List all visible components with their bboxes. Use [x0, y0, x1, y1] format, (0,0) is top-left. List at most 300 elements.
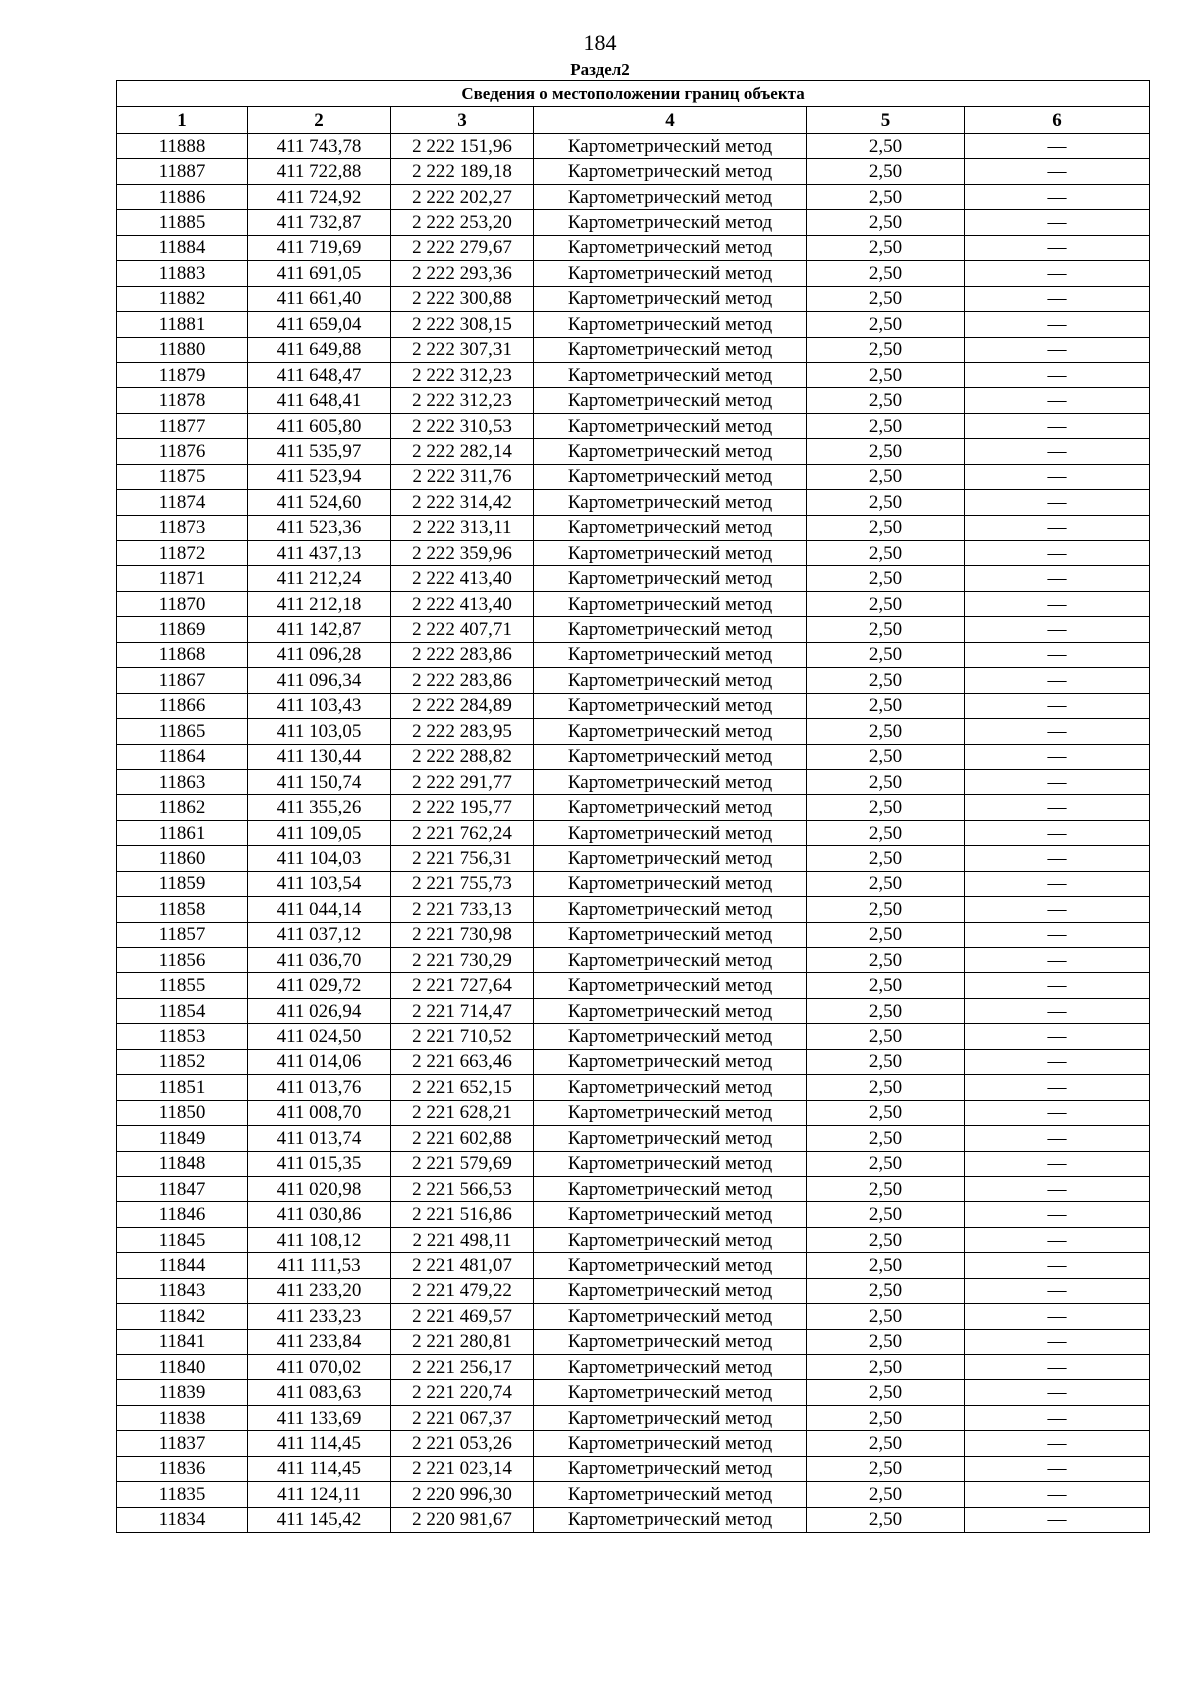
- y-coordinate-cell: 2 221 053,26: [391, 1431, 534, 1456]
- y-coordinate-cell: 2 222 300,88: [391, 286, 534, 311]
- point-number-cell: 11835: [117, 1482, 248, 1507]
- table-row: [117, 1482, 1150, 1507]
- accuracy-cell: 2,50: [807, 769, 965, 794]
- column-number: 2: [248, 107, 391, 134]
- table-row: [117, 1227, 1150, 1252]
- note-cell: —: [965, 871, 1150, 896]
- x-coordinate-cell: 411 233,23: [248, 1304, 391, 1329]
- x-coordinate-cell: 411 070,02: [248, 1355, 391, 1380]
- x-coordinate-cell: 411 109,05: [248, 820, 391, 845]
- point-number-cell: 11877: [117, 413, 248, 438]
- x-coordinate-cell: 411 096,34: [248, 668, 391, 693]
- x-coordinate-cell: 411 030,86: [248, 1202, 391, 1227]
- method-cell: Картометрический метод: [534, 1405, 807, 1430]
- table-row: [117, 642, 1150, 667]
- method-cell: Картометрический метод: [534, 820, 807, 845]
- accuracy-cell: 2,50: [807, 312, 965, 337]
- note-cell: —: [965, 134, 1150, 159]
- accuracy-cell: 2,50: [807, 541, 965, 566]
- method-cell: Картометрический метод: [534, 973, 807, 998]
- x-coordinate-cell: 411 437,13: [248, 541, 391, 566]
- y-coordinate-cell: 2 222 407,71: [391, 617, 534, 642]
- table-row: [117, 1151, 1150, 1176]
- method-cell: Картометрический метод: [534, 642, 807, 667]
- y-coordinate-cell: 2 221 469,57: [391, 1304, 534, 1329]
- table-row: [117, 490, 1150, 515]
- method-cell: Картометрический метод: [534, 184, 807, 209]
- table-row: [117, 312, 1150, 337]
- y-coordinate-cell: 2 220 981,67: [391, 1507, 534, 1532]
- table-row: [117, 286, 1150, 311]
- table-row: [117, 744, 1150, 769]
- point-number-cell: 11839: [117, 1380, 248, 1405]
- point-number-cell: 11842: [117, 1304, 248, 1329]
- method-cell: Картометрический метод: [534, 948, 807, 973]
- accuracy-cell: 2,50: [807, 439, 965, 464]
- note-cell: —: [965, 922, 1150, 947]
- accuracy-cell: 2,50: [807, 1176, 965, 1201]
- x-coordinate-cell: 411 724,92: [248, 184, 391, 209]
- point-number-cell: 11836: [117, 1456, 248, 1481]
- method-cell: Картометрический метод: [534, 134, 807, 159]
- y-coordinate-cell: 2 222 189,18: [391, 159, 534, 184]
- note-cell: —: [965, 541, 1150, 566]
- accuracy-cell: 2,50: [807, 1304, 965, 1329]
- point-number-cell: 11858: [117, 897, 248, 922]
- table-row: [117, 1405, 1150, 1430]
- point-number-cell: 11838: [117, 1405, 248, 1430]
- column-number-row: [117, 107, 1150, 134]
- x-coordinate-cell: 411 103,05: [248, 719, 391, 744]
- x-coordinate-cell: 411 355,26: [248, 795, 391, 820]
- method-cell: Картометрический метод: [534, 693, 807, 718]
- accuracy-cell: 2,50: [807, 261, 965, 286]
- table-row: [117, 1431, 1150, 1456]
- note-cell: —: [965, 795, 1150, 820]
- accuracy-cell: 2,50: [807, 719, 965, 744]
- note-cell: —: [965, 1431, 1150, 1456]
- y-coordinate-cell: 2 222 312,23: [391, 362, 534, 387]
- point-number-cell: 11852: [117, 1049, 248, 1074]
- point-number-cell: 11875: [117, 464, 248, 489]
- note-cell: —: [965, 693, 1150, 718]
- table-row: [117, 1507, 1150, 1532]
- accuracy-cell: 2,50: [807, 668, 965, 693]
- method-cell: Картометрический метод: [534, 846, 807, 871]
- point-number-cell: 11845: [117, 1227, 248, 1252]
- table-row: [117, 515, 1150, 540]
- note-cell: —: [965, 1380, 1150, 1405]
- accuracy-cell: 2,50: [807, 744, 965, 769]
- method-cell: Картометрический метод: [534, 1456, 807, 1481]
- y-coordinate-cell: 2 221 023,14: [391, 1456, 534, 1481]
- method-cell: Картометрический метод: [534, 312, 807, 337]
- method-cell: Картометрический метод: [534, 286, 807, 311]
- y-coordinate-cell: 2 222 253,20: [391, 210, 534, 235]
- x-coordinate-cell: 411 691,05: [248, 261, 391, 286]
- note-cell: —: [965, 210, 1150, 235]
- table-row: [117, 235, 1150, 260]
- x-coordinate-cell: 411 233,84: [248, 1329, 391, 1354]
- table-row: [117, 261, 1150, 286]
- table-row: [117, 1176, 1150, 1201]
- method-cell: Картометрический метод: [534, 998, 807, 1023]
- accuracy-cell: 2,50: [807, 159, 965, 184]
- x-coordinate-cell: 411 649,88: [248, 337, 391, 362]
- page-number: 184: [583, 30, 617, 55]
- x-coordinate-cell: 411 732,87: [248, 210, 391, 235]
- y-coordinate-cell: 2 221 566,53: [391, 1176, 534, 1201]
- note-cell: —: [965, 1456, 1150, 1481]
- accuracy-cell: 2,50: [807, 490, 965, 515]
- table-row: [117, 1126, 1150, 1151]
- table-row: [117, 897, 1150, 922]
- note-cell: —: [965, 948, 1150, 973]
- table-row: [117, 337, 1150, 362]
- y-coordinate-cell: 2 221 733,13: [391, 897, 534, 922]
- point-number-cell: 11843: [117, 1278, 248, 1303]
- table-title-row: [117, 81, 1150, 107]
- note-cell: —: [965, 1202, 1150, 1227]
- point-number-cell: 11884: [117, 235, 248, 260]
- method-cell: Картометрический метод: [534, 1253, 807, 1278]
- y-coordinate-cell: 2 221 730,98: [391, 922, 534, 947]
- x-coordinate-cell: 411 008,70: [248, 1100, 391, 1125]
- x-coordinate-cell: 411 037,12: [248, 922, 391, 947]
- x-coordinate-cell: 411 535,97: [248, 439, 391, 464]
- method-cell: Картометрический метод: [534, 769, 807, 794]
- note-cell: —: [965, 566, 1150, 591]
- point-number-cell: 11876: [117, 439, 248, 464]
- table-body: [117, 134, 1150, 1533]
- y-coordinate-cell: 2 222 151,96: [391, 134, 534, 159]
- x-coordinate-cell: 411 605,80: [248, 413, 391, 438]
- point-number-cell: 11837: [117, 1431, 248, 1456]
- note-cell: —: [965, 1329, 1150, 1354]
- accuracy-cell: 2,50: [807, 337, 965, 362]
- y-coordinate-cell: 2 221 755,73: [391, 871, 534, 896]
- x-coordinate-cell: 411 111,53: [248, 1253, 391, 1278]
- note-cell: —: [965, 1227, 1150, 1252]
- x-coordinate-cell: 411 026,94: [248, 998, 391, 1023]
- accuracy-cell: 2,50: [807, 846, 965, 871]
- accuracy-cell: 2,50: [807, 1355, 965, 1380]
- column-number: 6: [965, 107, 1150, 134]
- point-number-cell: 11883: [117, 261, 248, 286]
- accuracy-cell: 2,50: [807, 388, 965, 413]
- x-coordinate-cell: 411 083,63: [248, 1380, 391, 1405]
- note-cell: —: [965, 998, 1150, 1023]
- accuracy-cell: 2,50: [807, 617, 965, 642]
- y-coordinate-cell: 2 221 762,24: [391, 820, 534, 845]
- x-coordinate-cell: 411 103,43: [248, 693, 391, 718]
- note-cell: —: [965, 464, 1150, 489]
- y-coordinate-cell: 2 222 283,95: [391, 719, 534, 744]
- y-coordinate-cell: 2 222 307,31: [391, 337, 534, 362]
- table-row: [117, 1380, 1150, 1405]
- y-coordinate-cell: 2 221 067,37: [391, 1405, 534, 1430]
- accuracy-cell: 2,50: [807, 1431, 965, 1456]
- note-cell: —: [965, 490, 1150, 515]
- method-cell: Картометрический метод: [534, 337, 807, 362]
- x-coordinate-cell: 411 212,18: [248, 591, 391, 616]
- y-coordinate-cell: 2 222 310,53: [391, 413, 534, 438]
- accuracy-cell: 2,50: [807, 362, 965, 387]
- note-cell: —: [965, 1176, 1150, 1201]
- y-coordinate-cell: 2 221 652,15: [391, 1075, 534, 1100]
- method-cell: Картометрический метод: [534, 922, 807, 947]
- table-row: [117, 134, 1150, 159]
- point-number-cell: 11868: [117, 642, 248, 667]
- accuracy-cell: 2,50: [807, 235, 965, 260]
- note-cell: —: [965, 286, 1150, 311]
- method-cell: Картометрический метод: [534, 413, 807, 438]
- point-number-cell: 11865: [117, 719, 248, 744]
- y-coordinate-cell: 2 222 291,77: [391, 769, 534, 794]
- table-row: [117, 973, 1150, 998]
- y-coordinate-cell: 2 222 202,27: [391, 184, 534, 209]
- y-coordinate-cell: 2 222 312,23: [391, 388, 534, 413]
- accuracy-cell: 2,50: [807, 922, 965, 947]
- accuracy-cell: 2,50: [807, 1507, 965, 1532]
- method-cell: Картометрический метод: [534, 362, 807, 387]
- point-number-cell: 11860: [117, 846, 248, 871]
- table-row: [117, 719, 1150, 744]
- table-row: [117, 1075, 1150, 1100]
- point-number-cell: 11869: [117, 617, 248, 642]
- method-cell: Картометрический метод: [534, 1176, 807, 1201]
- table-row: [117, 413, 1150, 438]
- x-coordinate-cell: 411 103,54: [248, 871, 391, 896]
- note-cell: —: [965, 1278, 1150, 1303]
- table-row: [117, 668, 1150, 693]
- table-title: Сведения о местоположении границ объекта: [117, 81, 1150, 107]
- y-coordinate-cell: 2 222 308,15: [391, 312, 534, 337]
- y-coordinate-cell: 2 221 730,29: [391, 948, 534, 973]
- point-number-cell: 11870: [117, 591, 248, 616]
- table-row: [117, 1253, 1150, 1278]
- x-coordinate-cell: 411 719,69: [248, 235, 391, 260]
- table-row: [117, 362, 1150, 387]
- x-coordinate-cell: 411 015,35: [248, 1151, 391, 1176]
- note-cell: —: [965, 846, 1150, 871]
- note-cell: —: [965, 1075, 1150, 1100]
- accuracy-cell: 2,50: [807, 286, 965, 311]
- y-coordinate-cell: 2 222 282,14: [391, 439, 534, 464]
- method-cell: Картометрический метод: [534, 1024, 807, 1049]
- x-coordinate-cell: 411 013,74: [248, 1126, 391, 1151]
- table-row: [117, 388, 1150, 413]
- x-coordinate-cell: 411 722,88: [248, 159, 391, 184]
- point-number-cell: 11871: [117, 566, 248, 591]
- y-coordinate-cell: 2 222 313,11: [391, 515, 534, 540]
- note-cell: —: [965, 1304, 1150, 1329]
- table-row: [117, 1024, 1150, 1049]
- method-cell: Картометрический метод: [534, 1355, 807, 1380]
- column-number: 4: [534, 107, 807, 134]
- accuracy-cell: 2,50: [807, 1482, 965, 1507]
- accuracy-cell: 2,50: [807, 1253, 965, 1278]
- method-cell: Картометрический метод: [534, 719, 807, 744]
- accuracy-cell: 2,50: [807, 642, 965, 667]
- table-row: [117, 1329, 1150, 1354]
- y-coordinate-cell: 2 222 279,67: [391, 235, 534, 260]
- y-coordinate-cell: 2 221 602,88: [391, 1126, 534, 1151]
- y-coordinate-cell: 2 222 413,40: [391, 566, 534, 591]
- x-coordinate-cell: 411 024,50: [248, 1024, 391, 1049]
- x-coordinate-cell: 411 114,45: [248, 1431, 391, 1456]
- accuracy-cell: 2,50: [807, 973, 965, 998]
- x-coordinate-cell: 411 743,78: [248, 134, 391, 159]
- y-coordinate-cell: 2 221 628,21: [391, 1100, 534, 1125]
- method-cell: Картометрический метод: [534, 1227, 807, 1252]
- x-coordinate-cell: 411 142,87: [248, 617, 391, 642]
- point-number-cell: 11840: [117, 1355, 248, 1380]
- x-coordinate-cell: 411 524,60: [248, 490, 391, 515]
- coordinates-table: [116, 80, 1150, 1533]
- method-cell: Картометрический метод: [534, 1049, 807, 1074]
- note-cell: —: [965, 1253, 1150, 1278]
- method-cell: Картометрический метод: [534, 1329, 807, 1354]
- accuracy-cell: 2,50: [807, 1202, 965, 1227]
- table-row: [117, 948, 1150, 973]
- x-coordinate-cell: 411 130,44: [248, 744, 391, 769]
- point-number-cell: 11857: [117, 922, 248, 947]
- method-cell: Картометрический метод: [534, 1482, 807, 1507]
- y-coordinate-cell: 2 221 280,81: [391, 1329, 534, 1354]
- table-row: [117, 1278, 1150, 1303]
- accuracy-cell: 2,50: [807, 871, 965, 896]
- y-coordinate-cell: 2 222 311,76: [391, 464, 534, 489]
- point-number-cell: 11863: [117, 769, 248, 794]
- note-cell: —: [965, 413, 1150, 438]
- y-coordinate-cell: 2 221 220,74: [391, 1380, 534, 1405]
- point-number-cell: 11853: [117, 1024, 248, 1049]
- table-row: [117, 184, 1150, 209]
- point-number-cell: 11864: [117, 744, 248, 769]
- accuracy-cell: 2,50: [807, 566, 965, 591]
- method-cell: Картометрический метод: [534, 1431, 807, 1456]
- table-row: [117, 871, 1150, 896]
- x-coordinate-cell: 411 648,41: [248, 388, 391, 413]
- accuracy-cell: 2,50: [807, 1380, 965, 1405]
- table-row: [117, 439, 1150, 464]
- note-cell: —: [965, 1482, 1150, 1507]
- accuracy-cell: 2,50: [807, 1405, 965, 1430]
- y-coordinate-cell: 2 222 359,96: [391, 541, 534, 566]
- note-cell: —: [965, 897, 1150, 922]
- note-cell: —: [965, 820, 1150, 845]
- x-coordinate-cell: 411 648,47: [248, 362, 391, 387]
- accuracy-cell: 2,50: [807, 1075, 965, 1100]
- point-number-cell: 11887: [117, 159, 248, 184]
- point-number-cell: 11878: [117, 388, 248, 413]
- note-cell: —: [965, 591, 1150, 616]
- point-number-cell: 11862: [117, 795, 248, 820]
- x-coordinate-cell: 411 036,70: [248, 948, 391, 973]
- y-coordinate-cell: 2 221 663,46: [391, 1049, 534, 1074]
- accuracy-cell: 2,50: [807, 1151, 965, 1176]
- note-cell: —: [965, 769, 1150, 794]
- x-coordinate-cell: 411 233,20: [248, 1278, 391, 1303]
- accuracy-cell: 2,50: [807, 464, 965, 489]
- accuracy-cell: 2,50: [807, 1024, 965, 1049]
- table-row: [117, 693, 1150, 718]
- y-coordinate-cell: 2 222 314,42: [391, 490, 534, 515]
- table-row: [117, 1456, 1150, 1481]
- method-cell: Картометрический метод: [534, 159, 807, 184]
- x-coordinate-cell: 411 150,74: [248, 769, 391, 794]
- table-row: [117, 159, 1150, 184]
- note-cell: —: [965, 235, 1150, 260]
- point-number-cell: 11841: [117, 1329, 248, 1354]
- table-row: [117, 998, 1150, 1023]
- note-cell: —: [965, 515, 1150, 540]
- method-cell: Картометрический метод: [534, 515, 807, 540]
- note-cell: —: [965, 388, 1150, 413]
- note-cell: —: [965, 1100, 1150, 1125]
- accuracy-cell: 2,50: [807, 1100, 965, 1125]
- x-coordinate-cell: 411 523,94: [248, 464, 391, 489]
- note-cell: —: [965, 261, 1150, 286]
- point-number-cell: 11874: [117, 490, 248, 515]
- method-cell: Картометрический метод: [534, 439, 807, 464]
- x-coordinate-cell: 411 029,72: [248, 973, 391, 998]
- note-cell: —: [965, 159, 1150, 184]
- accuracy-cell: 2,50: [807, 591, 965, 616]
- y-coordinate-cell: 2 221 727,64: [391, 973, 534, 998]
- accuracy-cell: 2,50: [807, 998, 965, 1023]
- note-cell: —: [965, 337, 1150, 362]
- method-cell: Картометрический метод: [534, 490, 807, 515]
- y-coordinate-cell: 2 222 284,89: [391, 693, 534, 718]
- note-cell: —: [965, 719, 1150, 744]
- point-number-cell: 11849: [117, 1126, 248, 1151]
- table-row: [117, 566, 1150, 591]
- method-cell: Картометрический метод: [534, 1380, 807, 1405]
- y-coordinate-cell: 2 221 756,31: [391, 846, 534, 871]
- note-cell: —: [965, 1151, 1150, 1176]
- point-number-cell: 11872: [117, 541, 248, 566]
- note-cell: —: [965, 744, 1150, 769]
- column-number: 1: [117, 107, 248, 134]
- point-number-cell: 11888: [117, 134, 248, 159]
- point-number-cell: 11850: [117, 1100, 248, 1125]
- x-coordinate-cell: 411 096,28: [248, 642, 391, 667]
- accuracy-cell: 2,50: [807, 948, 965, 973]
- column-number: 3: [391, 107, 534, 134]
- method-cell: Картометрический метод: [534, 1202, 807, 1227]
- y-coordinate-cell: 2 221 516,86: [391, 1202, 534, 1227]
- x-coordinate-cell: 411 108,12: [248, 1227, 391, 1252]
- point-number-cell: 11851: [117, 1075, 248, 1100]
- point-number-cell: 11866: [117, 693, 248, 718]
- note-cell: —: [965, 1355, 1150, 1380]
- accuracy-cell: 2,50: [807, 897, 965, 922]
- y-coordinate-cell: 2 221 714,47: [391, 998, 534, 1023]
- y-coordinate-cell: 2 221 479,22: [391, 1278, 534, 1303]
- table-row: [117, 464, 1150, 489]
- accuracy-cell: 2,50: [807, 1049, 965, 1074]
- section-title: Раздел2: [570, 60, 630, 79]
- method-cell: Картометрический метод: [534, 1304, 807, 1329]
- accuracy-cell: 2,50: [807, 184, 965, 209]
- x-coordinate-cell: 411 104,03: [248, 846, 391, 871]
- accuracy-cell: 2,50: [807, 210, 965, 235]
- accuracy-cell: 2,50: [807, 515, 965, 540]
- point-number-cell: 11859: [117, 871, 248, 896]
- point-number-cell: 11834: [117, 1507, 248, 1532]
